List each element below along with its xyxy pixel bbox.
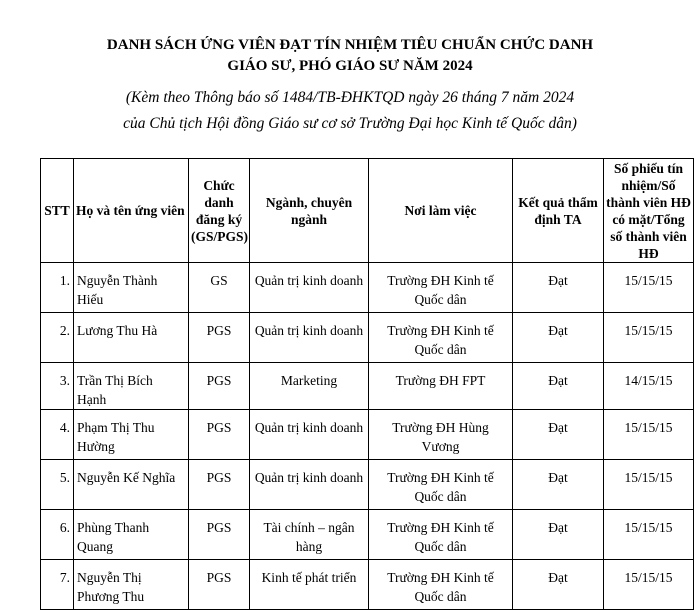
document-title-line-1: DANH SÁCH ỨNG VIÊN ĐẠT TÍN NHIỆM TIÊU CHUẨN CHỨC DANH <box>106 37 594 53</box>
cell-stt: 2. <box>41 313 74 363</box>
cell-title: PGS <box>189 410 250 460</box>
cell-title: GS <box>189 263 250 313</box>
cell-field: Quản trị kinh doanh <box>250 460 369 510</box>
cell-field: Quản trị kinh doanh <box>250 410 369 460</box>
table-row <box>41 560 694 610</box>
cell-title: PGS <box>189 460 250 510</box>
cell-votes: 15/15/15 <box>604 410 694 460</box>
cell-votes: 15/15/15 <box>604 313 694 363</box>
cell-result: Đạt <box>513 510 604 560</box>
cell-votes: 15/15/15 <box>604 510 694 560</box>
cell-workplace: Trường ĐH Hùng Vương <box>369 410 513 460</box>
cell-stt: 1. <box>41 263 74 313</box>
table-row <box>41 460 694 510</box>
table-row <box>41 510 694 560</box>
cell-name: Lương Thu Hà <box>74 313 189 363</box>
cell-result: Đạt <box>513 460 604 510</box>
document-title-line-2: GIÁO SƯ, PHÓ GIÁO SƯ NĂM 2024 <box>227 58 473 74</box>
header-stt: STT <box>41 159 74 263</box>
cell-stt: 4. <box>41 410 74 460</box>
header-votes: Số phiếu tín nhiệm/Số thành viên HĐ có mặt/Tổng số thành viên HĐ <box>604 159 694 263</box>
cell-result: Đạt <box>513 363 604 410</box>
header-title: Chức danh đăng ký (GS/PGS) <box>189 159 250 263</box>
cell-title: PGS <box>189 560 250 610</box>
header-field: Ngành, chuyên ngành <box>250 159 369 263</box>
cell-title: PGS <box>189 313 250 363</box>
cell-stt: 6. <box>41 510 74 560</box>
cell-title: PGS <box>189 510 250 560</box>
table-header-row <box>41 159 694 263</box>
cell-workplace: Trường ĐH Kinh tế Quốc dân <box>369 263 513 313</box>
cell-workplace: Trường ĐH FPT <box>369 363 513 410</box>
candidate-table <box>40 158 694 610</box>
cell-votes: 15/15/15 <box>604 560 694 610</box>
cell-workplace: Trường ĐH Kinh tế Quốc dân <box>369 510 513 560</box>
table-row <box>41 363 694 410</box>
cell-field: Kinh tế phát triển <box>250 560 369 610</box>
cell-field: Quản trị kinh doanh <box>250 313 369 363</box>
cell-result: Đạt <box>513 410 604 460</box>
cell-name: Nguyễn Thành Hiếu <box>74 263 189 313</box>
cell-name: Nguyễn Kế Nghĩa <box>74 460 189 510</box>
cell-votes: 15/15/15 <box>604 460 694 510</box>
cell-name: Phùng Thanh Quang <box>74 510 189 560</box>
cell-result: Đạt <box>513 313 604 363</box>
cell-field: Tài chính – ngân hàng <box>250 510 369 560</box>
cell-title: PGS <box>189 363 250 410</box>
cell-workplace: Trường ĐH Kinh tế Quốc dân <box>369 560 513 610</box>
cell-stt: 7. <box>41 560 74 610</box>
header-name: Họ và tên ứng viên <box>74 159 189 263</box>
cell-stt: 3. <box>41 363 74 410</box>
cell-workplace: Trường ĐH Kinh tế Quốc dân <box>369 313 513 363</box>
cell-name: Trần Thị Bích Hạnh <box>74 363 189 410</box>
document-subtitle-line-2: của Chủ tịch Hội đồng Giáo sư cơ sở Trường Đại học Kinh tế Quốc dân) <box>123 115 577 132</box>
cell-field: Quản trị kinh doanh <box>250 263 369 313</box>
cell-name: Phạm Thị Thu Hường <box>74 410 189 460</box>
table-row <box>41 410 694 460</box>
document-subtitle-line-1: (Kèm theo Thông báo số 1484/TB-ĐHKTQD ngày 26 tháng 7 năm 2024 <box>125 89 575 106</box>
header-workplace: Nơi làm việc <box>369 159 513 263</box>
cell-name: Nguyễn Thị Phương Thu <box>74 560 189 610</box>
header-result: Kết quả thẩm định TA <box>513 159 604 263</box>
cell-result: Đạt <box>513 560 604 610</box>
cell-workplace: Trường ĐH Kinh tế Quốc dân <box>369 460 513 510</box>
table-row <box>41 263 694 313</box>
cell-votes: 15/15/15 <box>604 263 694 313</box>
cell-field: Marketing <box>250 363 369 410</box>
cell-stt: 5. <box>41 460 74 510</box>
table-row <box>41 313 694 363</box>
cell-votes: 14/15/15 <box>604 363 694 410</box>
cell-result: Đạt <box>513 263 604 313</box>
